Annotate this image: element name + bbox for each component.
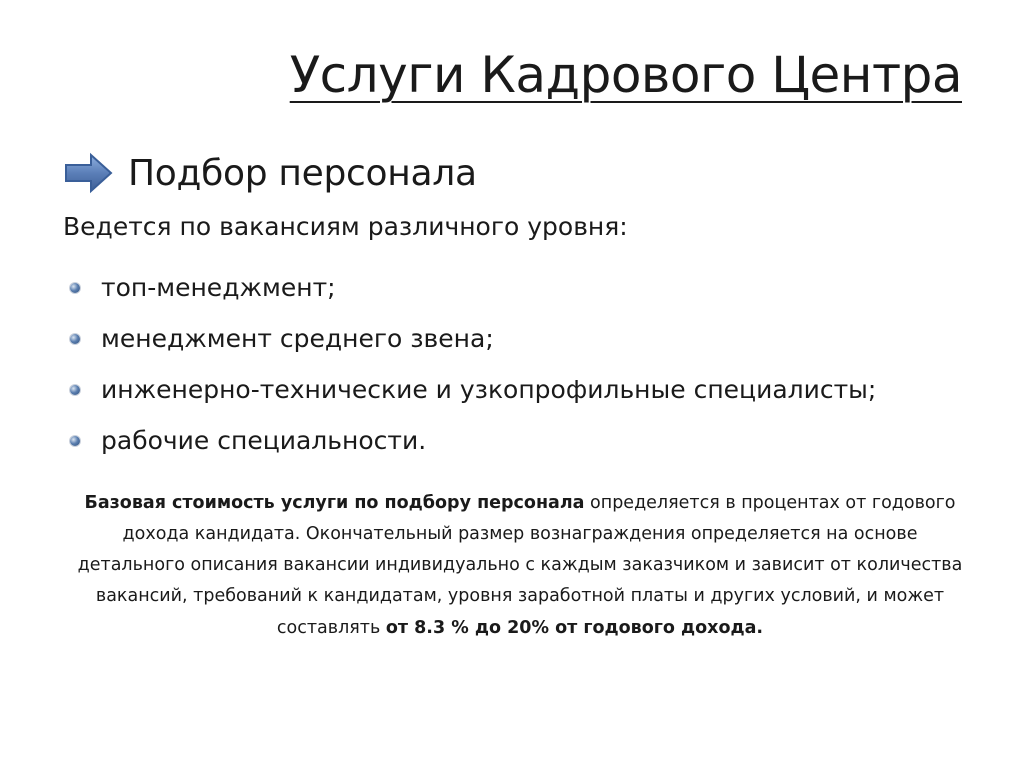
intro-text: Ведется по вакансиям различного уровня: bbox=[63, 212, 628, 241]
bullet-item-workers bbox=[70, 415, 876, 466]
pricing-paragraph bbox=[70, 488, 970, 644]
bullet-item-engineering bbox=[70, 364, 876, 415]
pricing-body: определяется в процентах от годового дохода кандидата. Окончательный размер вознаграждения определяется на основе детального описания вакансии индивидуально с каждым заказчиком и зависит от количества вакансий, требований к кандидатам, уровня заработной платы и других условий, и может составлять bbox=[77, 493, 963, 638]
bullet-list bbox=[70, 262, 876, 466]
bullet-item-middle-management bbox=[70, 313, 876, 364]
bullet-text: менеджмент среднего звена; bbox=[101, 324, 494, 353]
bullet-item-top-management bbox=[70, 262, 876, 313]
bullet-dot-icon bbox=[70, 436, 80, 446]
bullet-text: инженерно-технические и узкопрофильные специалисты; bbox=[101, 375, 877, 404]
bullet-dot-icon bbox=[70, 385, 80, 395]
pricing-range: от 8.3 % до 20% от годового дохода. bbox=[385, 617, 764, 638]
slide-title: Услуги Кадрового Центра bbox=[289, 46, 962, 104]
pricing-lead: Базовая стоимость услуги по подбору персонала bbox=[84, 493, 585, 513]
bullet-text: топ-менеджмент; bbox=[101, 273, 336, 302]
bullet-text: рабочие специальности. bbox=[101, 426, 427, 455]
subhead-text: Подбор персонала bbox=[128, 152, 477, 194]
bullet-dot-icon bbox=[70, 283, 80, 293]
bullet-dot-icon bbox=[70, 334, 80, 344]
arrow-right-icon bbox=[64, 152, 114, 194]
subhead bbox=[64, 152, 477, 194]
